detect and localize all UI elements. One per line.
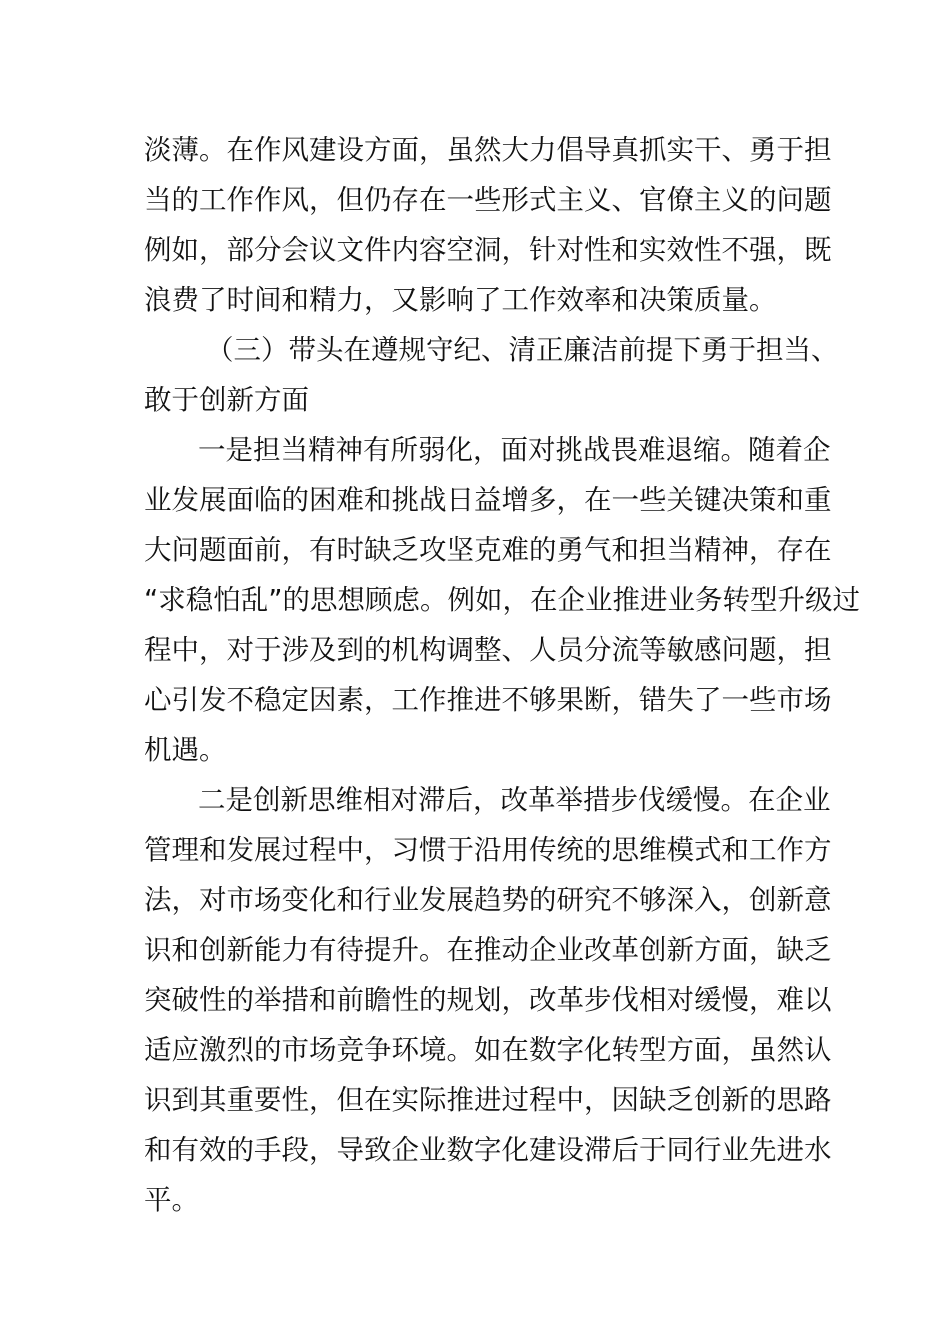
paragraph-line: 当的工作作风，但仍存在一些形式主义、官僚主义的问题 bbox=[144, 184, 832, 216]
paragraph-line: 管理和发展过程中，习惯于沿用传统的思维模式和工作方 bbox=[144, 834, 832, 866]
paragraph-line: 机遇。 bbox=[144, 734, 227, 766]
paragraph-line: 业发展面临的困难和挑战日益增多，在一些关键决策和重 bbox=[144, 484, 832, 516]
paragraph-line: 识和创新能力有待提升。在推动企业改革创新方面，缺乏 bbox=[144, 934, 832, 966]
paragraph-line: 二是创新思维相对滞后，改革举措步伐缓慢。在企业 bbox=[198, 784, 831, 816]
paragraph-line: 和有效的手段，导致企业数字化建设滞后于同行业先进水 bbox=[144, 1134, 832, 1166]
paragraph-line: 法，对市场变化和行业发展趋势的研究不够深入，创新意 bbox=[144, 884, 832, 916]
paragraph-line: 适应激烈的市场竞争环境。如在数字化转型方面，虽然认 bbox=[144, 1034, 832, 1066]
paragraph-line: 例如，部分会议文件内容空洞，针对性和实效性不强，既 bbox=[144, 234, 832, 266]
document-body bbox=[144, 125, 860, 1225]
paragraph-line: 大问题面前，有时缺乏攻坚克难的勇气和担当精神，存在 bbox=[144, 534, 832, 566]
paragraph-line: 突破性的举措和前瞻性的规划，改革步伐相对缓慢，难以 bbox=[144, 984, 832, 1016]
paragraph-line: 程中，对于涉及到的机构调整、人员分流等敏感问题，担 bbox=[144, 634, 832, 666]
section-heading-continued: 敢于创新方面 bbox=[144, 384, 309, 416]
paragraph-line: 心引发不稳定因素，工作推进不够果断，错失了一些市场 bbox=[144, 684, 832, 716]
paragraph-line: 平。 bbox=[144, 1184, 199, 1216]
paragraph-line: “求稳怕乱”的思想顾虑。例如，在企业推进业务转型升级过 bbox=[144, 584, 860, 616]
paragraph-line: 识到其重要性，但在实际推进过程中，因缺乏创新的思路 bbox=[144, 1084, 832, 1116]
paragraph-line: 淡薄。在作风建设方面，虽然大力倡导真抓实干、勇于担 bbox=[144, 134, 832, 166]
paragraph-line: 一是担当精神有所弱化，面对挑战畏难退缩。随着企 bbox=[198, 434, 831, 466]
paragraph-line: 浪费了时间和精力，又影响了工作效率和决策质量。 bbox=[144, 284, 777, 316]
section-heading: （三）带头在遵规守纪、清正廉洁前提下勇于担当、 bbox=[206, 334, 839, 366]
